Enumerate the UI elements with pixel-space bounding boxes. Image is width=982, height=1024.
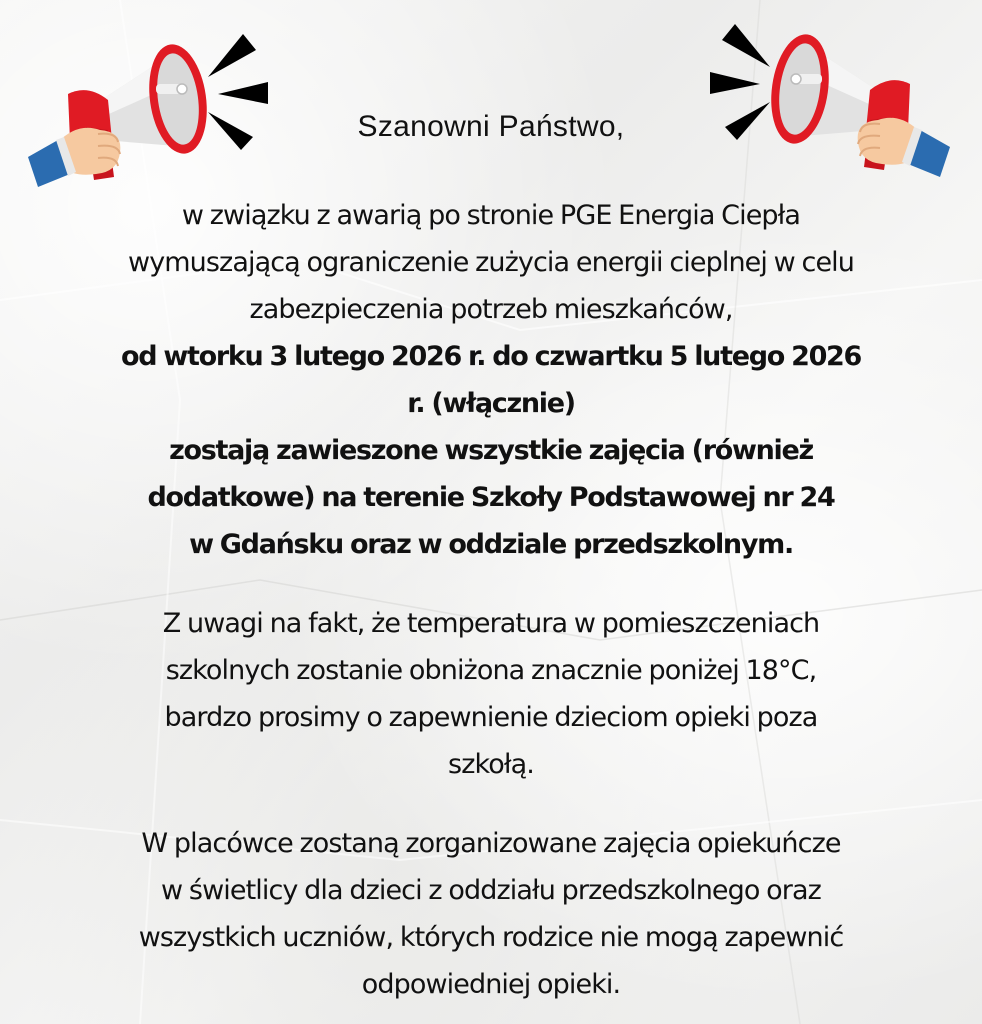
- suspension-notice: [20, 333, 962, 568]
- suspension-line: dodatkowe) na terenie Szkoły Podstawowej nr 24: [147, 482, 835, 513]
- intro-paragraph: [20, 192, 962, 333]
- suspension-line: w Gdańsku oraz w oddziale przedszkolnym.: [189, 529, 793, 560]
- temperature-paragraph: [20, 600, 962, 788]
- temperature-line: bardzo prosimy o zapewnienie dzieciom opieki poza: [164, 702, 818, 733]
- megaphone-icon: [700, 12, 950, 187]
- temperature-line: szkołą.: [448, 749, 534, 780]
- care-line: W placówce zostaną zorganizowane zajęcia opiekuńcze: [141, 828, 841, 859]
- care-line: odpowiedniej opieki.: [361, 969, 621, 1000]
- temperature-line: Z uwagi na fakt, że temperatura w pomieszczeniach: [162, 608, 820, 639]
- temperature-line: szkolnych zostanie obniżona znacznie poniżej 18°C,: [165, 655, 817, 686]
- intro-line: zabezpieczenia potrzeb mieszkańców,: [249, 294, 733, 325]
- care-paragraph: [20, 820, 962, 1008]
- intro-line: w związku z awarią po stronie PGE Energia Ciepła: [181, 200, 801, 231]
- greeting: Szanowni Państwo,: [357, 110, 625, 143]
- care-line: w świetlicy dla dzieci z oddziału przedszkolnego oraz: [161, 875, 821, 906]
- intro-line: wymuszającą ograniczenie zużycia energii cieplnej w celu: [128, 247, 854, 278]
- care-line: wszystkich uczniów, których rodzice nie mogą zapewnić: [138, 922, 844, 953]
- suspension-line: od wtorku 3 lutego 2026 r. do czwartku 5 lutego 2026: [120, 341, 862, 372]
- suspension-line: zostają zawieszone wszystkie zajęcia (również: [169, 435, 813, 466]
- suspension-line: r. (włącznie): [407, 388, 575, 419]
